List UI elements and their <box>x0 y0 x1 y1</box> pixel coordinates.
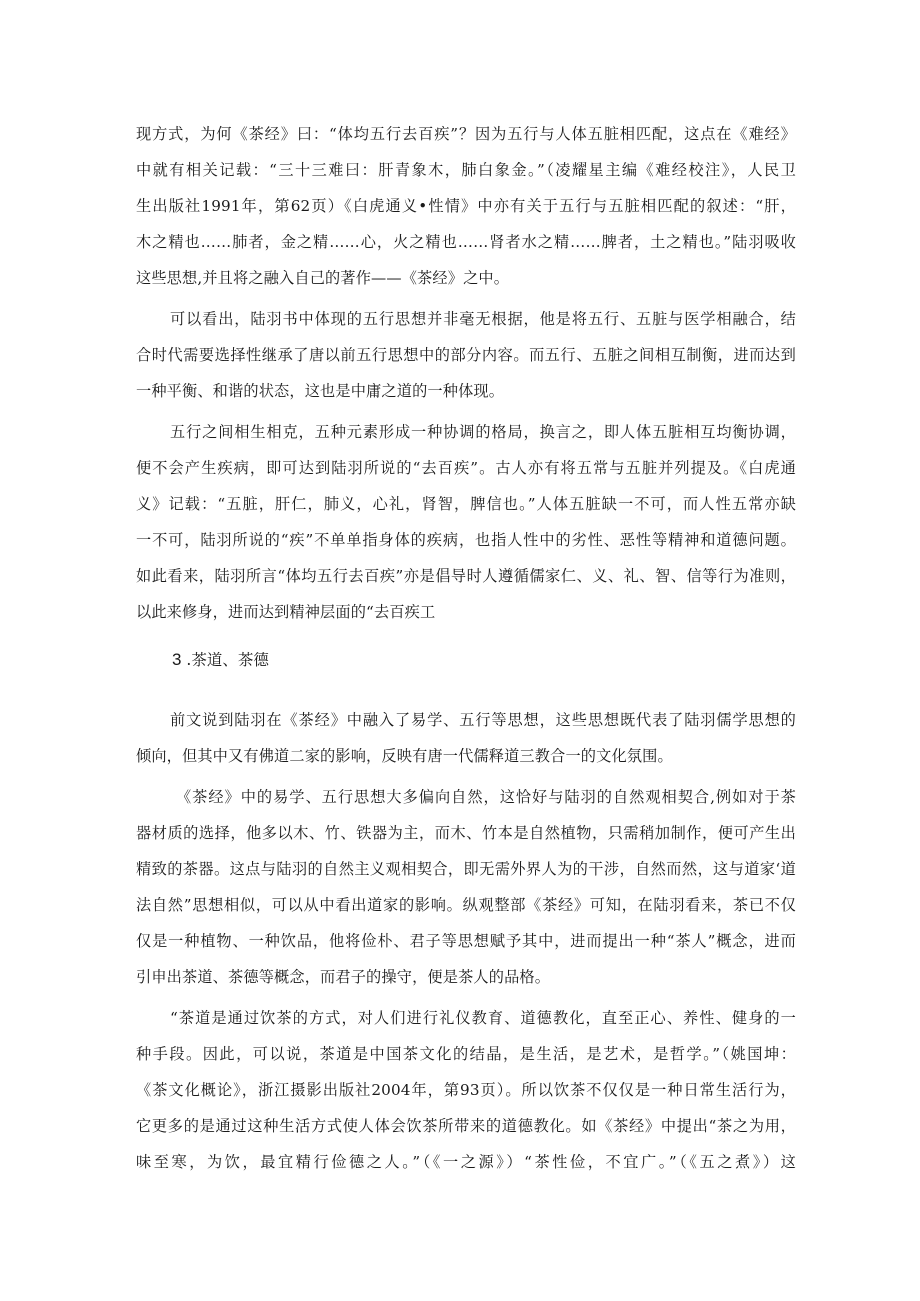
paragraph-line: 《茶文化概论》，浙江摄影出版社2004年，第93页）。所以饮茶不仅仅是一种日常生活行为， <box>136 1081 796 1099</box>
paragraph-line: 便不会产生疾病，即可达到陆羽所说的“去百疾”。古人亦有将五常与五脏并列提及。《白虎通 <box>136 459 796 477</box>
paragraph-line: 引申出茶道、茶德等概念，而君子的操守，便是茶人的品格。 <box>136 968 551 986</box>
paragraph-line: 这些思想,并且将之融入自己的著作——《茶经》之中。 <box>136 269 510 287</box>
paragraph-line: 中就有相关记载：“三十三难曰：肝青象木，肺白象金。”（凌耀星主编《难经校注》，人民卫 <box>136 161 796 179</box>
paragraph-line: 可以看出，陆羽书中体现的五行思想并非毫无根据，他是将五行、五脏与医学相融合，结 <box>170 310 796 328</box>
paragraph-line: 精致的茶器。这点与陆羽的自然主义观相契合，即无需外界人为的干涉，自然而然，这与道家‘道 <box>136 860 796 878</box>
paragraph-line: 一种平衡、和谐的状态，这也是中庸之道的一种体现。 <box>136 382 505 400</box>
paragraph-line: 木之精也……肺者，金之精……心，火之精也……肾者水之精……脾者，土之精也。”陆羽吸收 <box>136 233 796 251</box>
paragraph-line: 它更多的是通过这种生活方式使人体会饮茶所带来的道德教化。如《茶经》中提出“茶之为用， <box>136 1117 796 1135</box>
paragraph-line: 法自然”思想相似，可以从中看出道家的影响。纵观整部《茶经》可知，在陆羽看来，茶已不仅 <box>136 896 796 914</box>
paragraph-line: 生出版社1991年，第62页）《白虎通义•性情》中亦有关于五行与五脏相匹配的叙述：“肝， <box>136 197 796 215</box>
section-number: 3 <box>172 650 182 669</box>
paragraph-line: 义》记载：“五脏，肝仁，肺义，心礼，肾智，脾信也。”人体五脏缺一不可，而人性五常亦缺 <box>136 495 796 513</box>
paragraph-line: “茶道是通过饮茶的方式，对人们进行礼仪教育、道德教化，直至正心、养性、健身的一 <box>170 1009 796 1027</box>
paragraph-line: 前文说到陆羽在《茶经》中融入了易学、五行等思想，这些思想既代表了陆羽儒学思想的 <box>170 711 796 729</box>
paragraph-line: 五行之间相生相克，五种元素形成一种协调的格局，换言之，即人体五脏相互均衡协调， <box>170 423 796 441</box>
paragraph-line: 现方式，为何《茶经》曰：“体均五行去百疾”？因为五行与人体五脏相匹配，这点在《难经》 <box>136 125 796 143</box>
section-title: .茶道、茶德 <box>181 651 269 669</box>
paragraph-line: 如此看来，陆羽所言“体均五行去百疾”亦是倡导时人遵循儒家仁、义、礼、智、信等行为准则， <box>136 567 796 585</box>
paragraph-line: 倾向，但其中又有佛道二家的影响，反映有唐一代儒释道三教合一的文化氛围。 <box>136 747 673 765</box>
paragraph-line: 一不可，陆羽所说的“疾”不单单指身体的疾病，也指人性中的劣性、恶性等精神和道德问题。 <box>136 531 796 549</box>
paragraph-line: 以此来修身，进而达到精神层面的“去百疾工 <box>136 603 436 621</box>
section-heading <box>172 650 269 670</box>
paragraph-line: 器材质的选择，他多以木、竹、铁器为主，而木、竹本是自然植物，只需稍加制作，便可产生出 <box>136 824 796 842</box>
paragraph-line: 合时代需要选择性继承了唐以前五行思想中的部分内容。而五行、五脏之间相互制衡，进而达到 <box>136 346 796 364</box>
paragraph-line: 《茶经》中的易学、五行思想大多偏向自然，这恰好与陆羽的自然观相契合,例如对于茶 <box>176 788 796 806</box>
paragraph-line: 味至寒，为饮，最宜精行俭德之人。”（《一之源》）“茶性俭，不宜广。”（《五之煮》）这 <box>136 1153 796 1171</box>
paragraph-line: 仅是一种植物、一种饮品，他将俭朴、君子等思想赋予其中，进而提出一种“茶人”概念，进而 <box>136 932 796 950</box>
paragraph-line: 种手段。因此，可以说，茶道是中国茶文化的结晶，是生活，是艺术，是哲学。”（姚国坤： <box>136 1045 796 1063</box>
